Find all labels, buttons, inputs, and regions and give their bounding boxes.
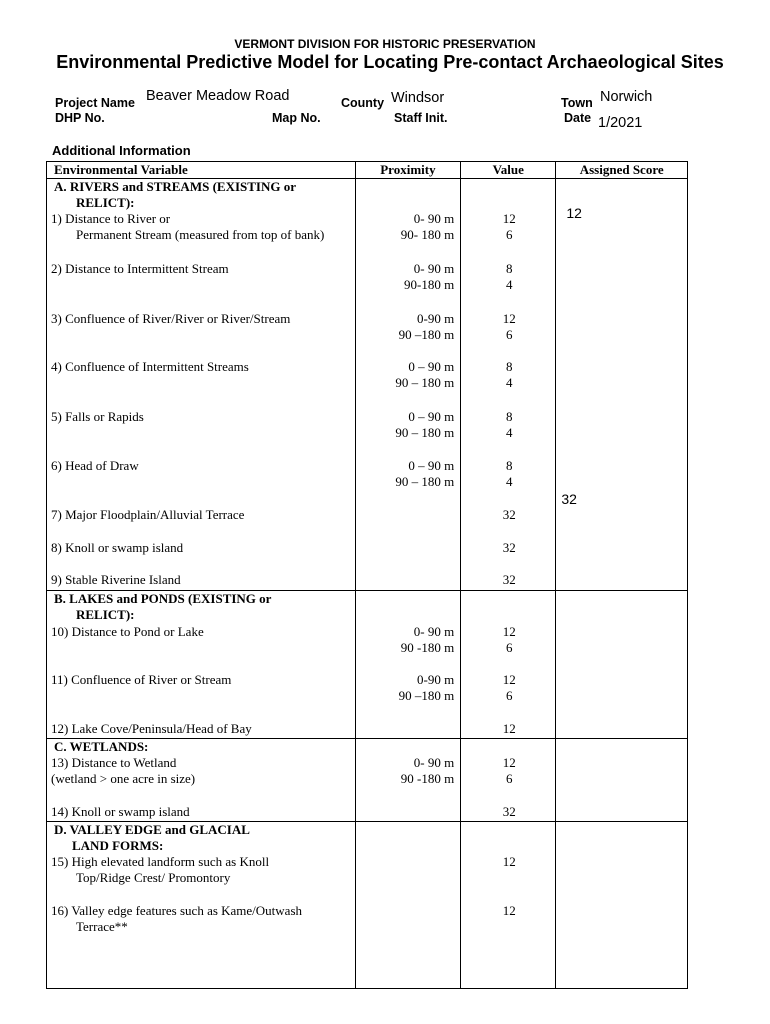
variable-text: 14) Knoll or swamp island bbox=[51, 804, 190, 819]
date-field[interactable]: 1/2021 bbox=[598, 115, 643, 131]
variable-cell bbox=[47, 822, 356, 989]
section-row bbox=[47, 822, 688, 989]
proximity-text: 0-90 m bbox=[416, 672, 455, 687]
value-text: 12 bbox=[502, 903, 516, 918]
header-value: Value bbox=[461, 162, 556, 179]
value-text: 32 bbox=[502, 540, 516, 555]
value-text: 6 bbox=[505, 227, 513, 242]
scoring-table bbox=[46, 161, 688, 989]
variable-text: 3) Confluence of River/River or River/Stream bbox=[51, 311, 291, 326]
proximity-text: 0- 90 m bbox=[413, 624, 455, 639]
value-text: 12 bbox=[502, 211, 516, 226]
variable-text: 12) Lake Cove/Peninsula/Head of Bay bbox=[51, 721, 252, 736]
score-cell bbox=[556, 591, 688, 739]
value-text: 12 bbox=[502, 721, 516, 736]
proximity-text: 90 – 180 m bbox=[395, 425, 455, 440]
section-row bbox=[47, 179, 688, 591]
value-text: 4 bbox=[505, 425, 513, 440]
proximity-text: 0- 90 m bbox=[413, 211, 455, 226]
date-label: Date bbox=[564, 111, 592, 125]
proximity-cell bbox=[355, 739, 461, 822]
proximity-text: 0 – 90 m bbox=[408, 359, 455, 374]
section-title: B. LAKES and PONDS (EXISTING or bbox=[54, 591, 272, 606]
variable-cell bbox=[47, 739, 356, 822]
county-field[interactable]: Windsor bbox=[391, 90, 445, 106]
assigned-score[interactable]: 32 bbox=[561, 491, 577, 507]
proximity-cell bbox=[355, 822, 461, 989]
proximity-text: 0 – 90 m bbox=[408, 458, 455, 473]
value-text: 8 bbox=[505, 359, 513, 374]
section-row bbox=[47, 591, 688, 739]
variable-text: 7) Major Floodplain/Alluvial Terrace bbox=[51, 507, 245, 522]
variable-text: 9) Stable Riverine Island bbox=[51, 572, 181, 587]
value-cell bbox=[461, 822, 556, 989]
value-text: 6 bbox=[505, 327, 513, 342]
value-text: 12 bbox=[502, 624, 516, 639]
header-proximity: Proximity bbox=[355, 162, 461, 179]
variable-text: 16) Valley edge features such as Kame/Outwash bbox=[51, 903, 303, 918]
proximity-text: 90 -180 m bbox=[400, 771, 455, 786]
agency-name: VERMONT DIVISION FOR HISTORIC PRESERVATION bbox=[234, 37, 536, 51]
variable-text: Top/Ridge Crest/ Promontory bbox=[76, 870, 231, 885]
value-text: 32 bbox=[502, 507, 516, 522]
variable-text: 11) Confluence of River or Stream bbox=[51, 672, 232, 687]
variable-cell bbox=[47, 179, 356, 591]
form-title: Environmental Predictive Model for Locating Pre-contact Archaeological Sites bbox=[56, 52, 724, 72]
value-text: 6 bbox=[505, 640, 513, 655]
proximity-text: 90 –180 m bbox=[398, 688, 455, 703]
value-text: 6 bbox=[505, 688, 513, 703]
value-text: 6 bbox=[505, 771, 513, 786]
value-text: 8 bbox=[505, 261, 513, 276]
town-field[interactable]: Norwich bbox=[600, 89, 653, 105]
section-title: D. VALLEY EDGE and GLACIAL bbox=[54, 822, 250, 837]
section-title: C. WETLANDS: bbox=[54, 739, 149, 754]
proximity-text: 90 – 180 m bbox=[395, 474, 455, 489]
proximity-cell bbox=[355, 179, 461, 591]
variable-text: 2) Distance to Intermittent Stream bbox=[51, 261, 229, 276]
additional-information-heading: Additional Information bbox=[52, 143, 191, 158]
value-cell bbox=[461, 179, 556, 591]
score-cell bbox=[556, 739, 688, 822]
project-name-field[interactable]: Beaver Meadow Road bbox=[146, 88, 290, 104]
proximity-text: 90 -180 m bbox=[400, 640, 455, 655]
staff-label: Staff Init. bbox=[394, 111, 448, 125]
value-text: 12 bbox=[502, 672, 516, 687]
section-title: LAND FORMS: bbox=[72, 838, 164, 853]
value-text: 32 bbox=[502, 572, 516, 587]
variable-text: (wetland > one acre in size) bbox=[51, 771, 196, 786]
dhp-label: DHP No. bbox=[55, 111, 105, 125]
section-title: RELICT): bbox=[76, 607, 135, 622]
variable-text: 10) Distance to Pond or Lake bbox=[51, 624, 204, 639]
map-label: Map No. bbox=[272, 111, 321, 125]
proximity-text: 0- 90 m bbox=[413, 755, 455, 770]
value-cell bbox=[461, 739, 556, 822]
table-header-row bbox=[47, 162, 688, 179]
variable-text: Permanent Stream (measured from top of bank) bbox=[76, 227, 325, 242]
value-text: 12 bbox=[502, 755, 516, 770]
value-text: 8 bbox=[505, 458, 513, 473]
proximity-text: 90- 180 m bbox=[400, 227, 455, 242]
variable-text: 15) High elevated landform such as Knoll bbox=[51, 854, 270, 869]
variable-text: 13) Distance to Wetland bbox=[51, 755, 177, 770]
value-text: 4 bbox=[505, 375, 513, 390]
proximity-text: 90 –180 m bbox=[398, 327, 455, 342]
proximity-text: 0 – 90 m bbox=[408, 409, 455, 424]
score-cell bbox=[556, 822, 688, 989]
variable-cell bbox=[47, 591, 356, 739]
proximity-text: 90 – 180 m bbox=[395, 375, 455, 390]
proximity-text: 0-90 m bbox=[416, 311, 455, 326]
town-label: Town bbox=[561, 96, 593, 110]
assigned-score[interactable]: 12 bbox=[566, 205, 582, 221]
variable-text: 8) Knoll or swamp island bbox=[51, 540, 184, 555]
value-text: 32 bbox=[502, 804, 516, 819]
value-text: 4 bbox=[505, 277, 513, 292]
value-text: 12 bbox=[502, 854, 516, 869]
variable-text: 4) Confluence of Intermittent Streams bbox=[51, 359, 249, 374]
section-title: RELICT): bbox=[76, 195, 135, 210]
score-cell bbox=[556, 179, 688, 591]
header-variable: Environmental Variable bbox=[47, 162, 356, 179]
proximity-text: 0- 90 m bbox=[413, 261, 455, 276]
variable-text: 1) Distance to River or bbox=[51, 211, 171, 226]
value-text: 4 bbox=[505, 474, 513, 489]
section-title: A. RIVERS and STREAMS (EXISTING or bbox=[54, 179, 296, 194]
value-text: 8 bbox=[505, 409, 513, 424]
proximity-text: 90-180 m bbox=[403, 277, 455, 292]
county-label: County bbox=[341, 96, 385, 110]
header-score: Assigned Score bbox=[556, 162, 688, 179]
variable-text: 6) Head of Draw bbox=[51, 458, 139, 473]
project-name-label: Project Name bbox=[55, 96, 135, 110]
section-row bbox=[47, 739, 688, 822]
value-cell bbox=[461, 591, 556, 739]
value-text: 12 bbox=[502, 311, 516, 326]
proximity-cell bbox=[355, 591, 461, 739]
variable-text: Terrace** bbox=[76, 919, 128, 934]
variable-text: 5) Falls or Rapids bbox=[51, 409, 144, 424]
